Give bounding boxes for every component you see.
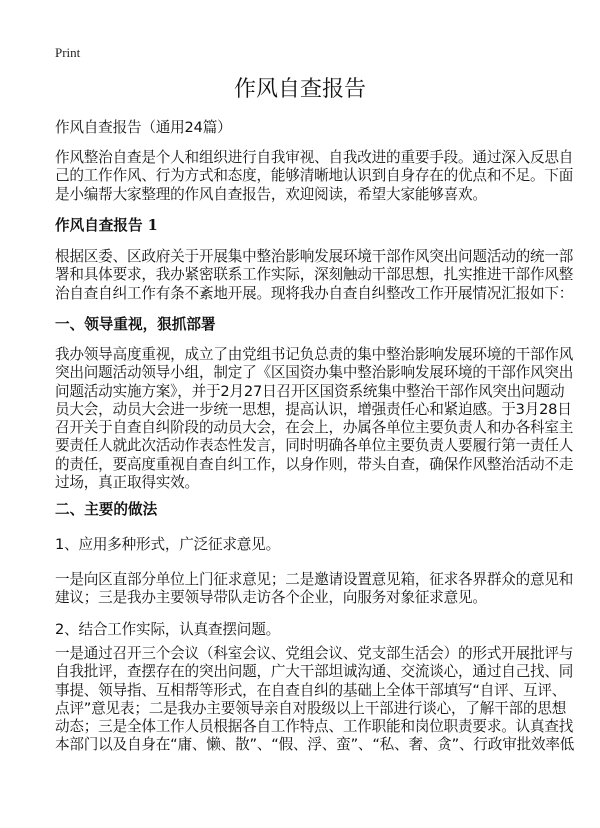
text-line: 召开关于自查自纠阶段的动员大会，在会上，办属各单位主要负责人和办各科室主 <box>55 419 574 437</box>
text-line: 一是向区直部分单位上门征求意见；二是邀请设置意见箱，征求各界群众的意见和 <box>55 571 574 588</box>
subheading-1 <box>55 536 550 554</box>
subheading-text: 2、结合工作实际，认真查摆问题。 <box>55 621 280 638</box>
text-line: 自我批评，查摆存在的突出问题，广大干部坦诚沟通、交流谈心，通过自己找、同 <box>55 663 574 681</box>
document-subtitle <box>55 119 550 137</box>
text-line: 治自查自纠工作有条不紊地开展。现将我办自查自纠整改工作开展情况汇报如下： <box>55 284 574 302</box>
text-line: 要责任人就此次活动作表态性发言，同时明确各单位主要负责人要履行第一责任人 <box>55 437 574 455</box>
subtitle-text: 作风自查报告（通用24篇） <box>55 119 232 136</box>
text-line: 是小编帮大家整理的作风自查报告，欢迎阅读，希望大家能够喜欢。 <box>55 185 487 203</box>
text-line: 点评”意见表；二是我办主要领导亲自对股级以上干部进行谈心，了解干部的思想 <box>55 699 567 717</box>
text-line: 过场，真正取得实效。 <box>55 474 199 492</box>
text-line: 事提、领导指、互相帮等形式，在自查自纠的基础上全体干部填写“自评、互评、 <box>55 681 567 699</box>
section-heading: 作风自查报告 1 <box>55 217 158 234</box>
intro-paragraph <box>55 149 574 204</box>
paragraph-2 <box>55 346 574 492</box>
text-line: 建议；三是我办主要领导带队走访各个企业，向服务对象征求意见。 <box>55 589 487 607</box>
text-line: 己的工作作风、行为方式和态度，能够清晰地认识到自身存在的优点和不足。下面 <box>55 167 574 185</box>
text-line: 本部门以及自身在“庸、懒、散”、“假、浮、蛮”、“私、奢、贪”、行政审批效率低 <box>55 736 575 754</box>
subheading-2 <box>55 621 550 639</box>
text-line: 的责任，要高度重视自查自纠工作，以身作则，带头自查，确保作风整治活动不走 <box>55 455 574 473</box>
paragraph-3 <box>55 571 574 608</box>
text-line: 我办领导高度重视，成立了由党组书记负总责的集中整治影响发展环境的干部作风 <box>55 346 574 363</box>
subheading-text: 1、应用多种形式，广泛征求意见。 <box>55 536 280 553</box>
heading-main-practices: 二、主要的做法 <box>55 501 158 518</box>
text-line: 根据区委、区政府关于开展集中整治影响发展环境干部作风突出问题活动的统一部 <box>55 248 574 265</box>
text-line: 作风整治自查是个人和组织进行自我审视、自我改进的重要手段。通过深入反思自 <box>55 149 574 166</box>
paragraph-1 <box>55 248 574 303</box>
text-line: 一是通过召开三个会议（科室会议、党组会议、党支部生活会）的形式开展批评与 <box>55 645 574 662</box>
document-title: 作风自查报告 <box>233 77 366 102</box>
heading-leadership: 一、领导重视，狠抓部署 <box>55 316 216 333</box>
text-line: 动态；三是全体工作人员根据各自工作特点、工作职能和岗位职责要求。认真查找 <box>55 718 574 736</box>
text-line: 问题活动实施方案》，并于2月27日召开区国资系统集中整治干部作风突出问题动 <box>55 382 565 400</box>
paragraph-4 <box>55 645 575 755</box>
print-link[interactable]: Print <box>55 45 81 60</box>
text-line: 员大会，动员大会进一步统一思想，提高认识，增强责任心和紧迫感。于3月28日 <box>55 400 572 418</box>
text-line: 署和具体要求，我办紧密联系工作实际，深刻触动干部思想，扎实推进干部作风整 <box>55 266 574 284</box>
text-line: 突出问题活动领导小组，制定了《区国资办集中整治影响发展环境的干部作风突出 <box>55 364 574 382</box>
